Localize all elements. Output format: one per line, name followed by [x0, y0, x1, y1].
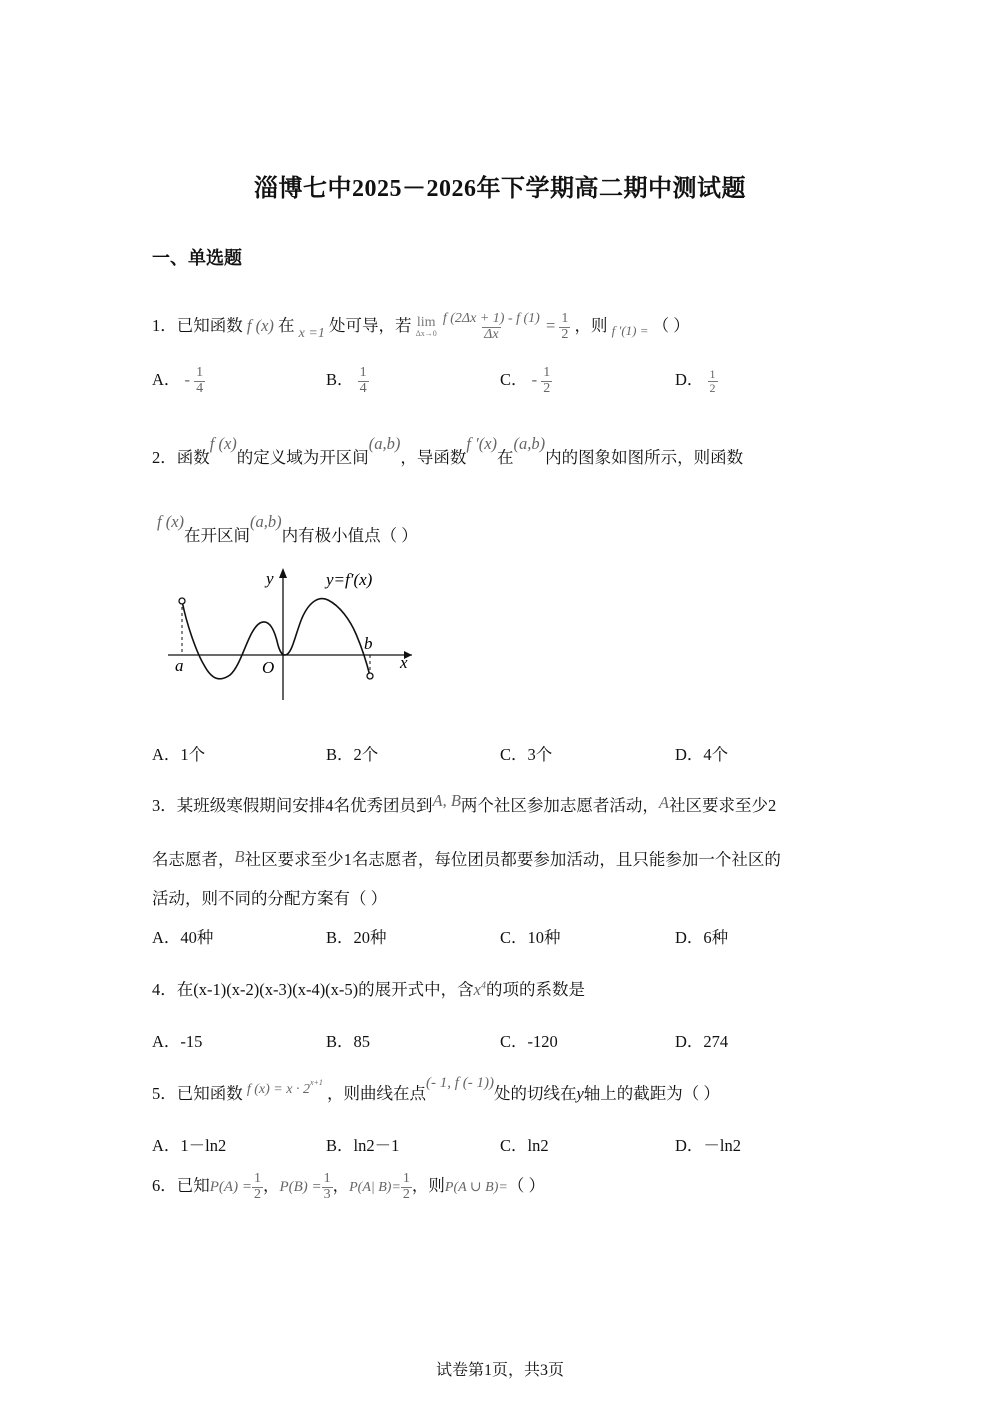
q1-prefix: 1．已知函数 — [152, 316, 243, 335]
section-heading: 一、单选题 — [152, 248, 242, 268]
q2-fx-2: f (x) — [157, 512, 185, 531]
q6-union: P(A ∪ B)= — [444, 1180, 508, 1195]
page-title: 淄博七中2025－2026年下学期高二期中测试题 — [254, 176, 746, 202]
option-den: 2 — [709, 380, 716, 395]
q6-pa: P(A) = — [209, 1179, 252, 1195]
q5-exponent: x+1 — [309, 1078, 323, 1087]
question-6 — [152, 1172, 545, 1202]
q5-y: y — [576, 1084, 584, 1103]
q6-pa-den: 2 — [253, 1186, 261, 1202]
point-a-label: a — [175, 656, 184, 675]
q5-text-3: 处的切线在 — [493, 1084, 577, 1103]
q3-text-4: 名志愿者， — [152, 850, 235, 869]
q1-option-b — [326, 366, 369, 396]
q3-option-b: B．20种 — [326, 928, 387, 947]
q2-text-1: 的定义域为开区间 — [236, 448, 369, 467]
question-3-line-2 — [152, 846, 781, 870]
q3-b: B — [234, 847, 245, 866]
question-1 — [152, 312, 690, 342]
option-label: D． — [675, 370, 704, 389]
open-endpoint-b — [367, 673, 373, 679]
q6-pa-fraction — [252, 1172, 263, 1202]
derivative-graph — [160, 560, 420, 710]
q2-prefix: 2．函数 — [152, 448, 210, 467]
option-den: 2 — [543, 380, 551, 396]
q2-line2-text-1: 在开区间 — [184, 526, 251, 545]
q5-option-d: D．－ln2 — [675, 1136, 741, 1155]
q2-text-3: 在 — [497, 448, 514, 467]
q4-exponent: 4 — [481, 980, 486, 992]
option-label: B． — [326, 370, 354, 389]
q3-a: A — [658, 793, 670, 812]
q6-pab: P(A| B)= — [349, 1180, 401, 1195]
q6-pa-num: 1 — [253, 1171, 261, 1187]
q1-blank: （ ） — [652, 316, 690, 335]
q1-text-2: 处可导，若 — [328, 316, 412, 335]
q4-x: x — [473, 980, 481, 999]
q6-text-1: 6．已知 — [152, 1176, 210, 1195]
q1-option-d — [675, 366, 718, 394]
q4-text-1: 4．在(x-1)(x-2)(x-3)(x-4)(x-5)的展开式中，含 — [152, 980, 474, 999]
q1-limit-denominator: Δx — [484, 326, 499, 342]
q4-option-a: A．-15 — [152, 1032, 203, 1051]
q1-x-eq-1: x =1 — [298, 326, 325, 341]
option-label: A． — [152, 370, 181, 389]
q5-point: (- 1, f (- 1)) — [426, 1075, 494, 1091]
q6-text-2: ，则 — [411, 1176, 445, 1195]
option-label: C． — [500, 370, 528, 389]
y-axis-arrow — [279, 568, 287, 578]
q5-option-b: B．ln2－1 — [326, 1136, 400, 1155]
curve-label: y=f′(x) — [326, 570, 373, 589]
q4-option-d: D．274 — [675, 1032, 729, 1051]
q3-option-d: D．6种 — [675, 928, 729, 947]
q1-equals: = — [545, 316, 556, 335]
q5-text-2: ，则曲线在点 — [327, 1084, 427, 1103]
question-2-line-1 — [152, 430, 744, 467]
q6-pab-den: 2 — [402, 1186, 410, 1202]
option-den: 4 — [196, 380, 204, 396]
q3-text-1: 3．某班级寒假期间安排4名优秀团员到 — [152, 796, 433, 815]
q1-limit-numerator: f (2Δx + 1) - f (1) — [442, 311, 540, 327]
y-axis-label: y — [266, 569, 274, 588]
option-num: 1 — [709, 367, 716, 382]
q6-pb-den: 3 — [323, 1186, 331, 1202]
q3-ab: A, B — [432, 791, 461, 810]
q2-interval: (a,b) — [368, 434, 401, 453]
question-3-line-1 — [152, 792, 776, 816]
q1-fx: f (x) — [246, 316, 274, 335]
q1-text-1: 在 — [278, 316, 295, 335]
option-num: 1 — [196, 365, 204, 381]
q1-fprime: f ′(1) = — [611, 323, 649, 338]
option-fraction — [194, 366, 205, 396]
q1-lim-sub: Δx→0 — [415, 329, 437, 339]
option-num: 1 — [359, 365, 367, 381]
question-3-line-3: 活动，则不同的分配方案有（ ） — [152, 889, 388, 908]
q3-text-2: 两个社区参加志愿者活动， — [460, 796, 659, 815]
q1-half-den: 2 — [561, 326, 569, 342]
q1-limit-fraction — [441, 312, 542, 342]
q5-option-a: A．1－ln2 — [152, 1136, 227, 1155]
q5-option-c: C．ln2 — [500, 1136, 549, 1155]
option-sign: - — [531, 370, 538, 389]
q2-option-a: A．1个 — [152, 745, 206, 764]
origin-label: O — [262, 658, 275, 677]
q4-option-c: C．-120 — [500, 1032, 558, 1051]
q2-option-d: D．4个 — [675, 745, 729, 764]
q6-comma-2: ， — [332, 1176, 350, 1195]
q6-blank: （ ） — [507, 1176, 545, 1195]
x-axis-label: x — [400, 653, 408, 672]
question-5 — [152, 1075, 720, 1104]
option-fraction — [541, 366, 552, 396]
q3-text-5: 社区要求至少1名志愿者，每位团员都要参加活动，且只能参加一个社区的 — [244, 850, 781, 869]
q1-half-num: 1 — [561, 311, 569, 327]
q4-option-b: B．85 — [326, 1032, 371, 1051]
option-num: 1 — [543, 365, 551, 381]
option-fraction — [708, 368, 718, 394]
q3-option-c: C．10种 — [500, 928, 561, 947]
q6-pab-fraction — [401, 1172, 412, 1202]
q5-function: f (x) = x · 2 — [246, 1082, 310, 1097]
q6-pb-fraction — [322, 1172, 333, 1202]
q6-pab-num: 1 — [402, 1171, 410, 1187]
q2-text-4: 内的图象如图所示，则函数 — [545, 448, 744, 467]
q2-option-b: B．2个 — [326, 745, 379, 764]
q3-text-3: 社区要求至少2 — [669, 796, 777, 815]
option-fraction — [358, 366, 369, 396]
q6-pb: P(B) = — [279, 1179, 322, 1195]
q5-text-4: 轴上的截距为（ ） — [583, 1084, 720, 1103]
q3-option-a: A．40种 — [152, 928, 214, 947]
q6-pb-num: 1 — [323, 1171, 331, 1187]
q4-text-2: 的项的系数是 — [486, 980, 585, 999]
q1-option-c — [500, 366, 552, 396]
q2-text-2: ，导函数 — [400, 448, 467, 467]
option-sign: - — [184, 370, 191, 389]
question-2-line-2 — [157, 508, 418, 545]
q1-lim — [416, 316, 437, 338]
option-den: 4 — [359, 380, 367, 396]
q2-interval-3: (a,b) — [250, 512, 282, 531]
q1-text-3: ，则 — [574, 316, 608, 335]
q1-half — [559, 312, 570, 342]
page-footer: 试卷第1页，共3页 — [435, 1362, 564, 1379]
q5-text-1: 5．已知函数 — [152, 1084, 243, 1103]
derivative-curve — [182, 599, 370, 679]
question-4 — [152, 976, 585, 1000]
q6-comma-1: ， — [262, 1176, 280, 1195]
q2-interval-2: (a,b) — [513, 434, 546, 453]
q2-fprime-x: f ′(x) — [466, 434, 498, 453]
q2-fx: f (x) — [209, 434, 237, 453]
q1-option-a — [152, 366, 205, 396]
open-endpoint-a — [179, 598, 185, 604]
point-b-label: b — [364, 634, 373, 653]
q2-option-c: C．3个 — [500, 745, 553, 764]
q1-lim-word: lim — [416, 315, 436, 331]
q2-line2-text-2: 内有极小值点（ ） — [281, 526, 418, 545]
